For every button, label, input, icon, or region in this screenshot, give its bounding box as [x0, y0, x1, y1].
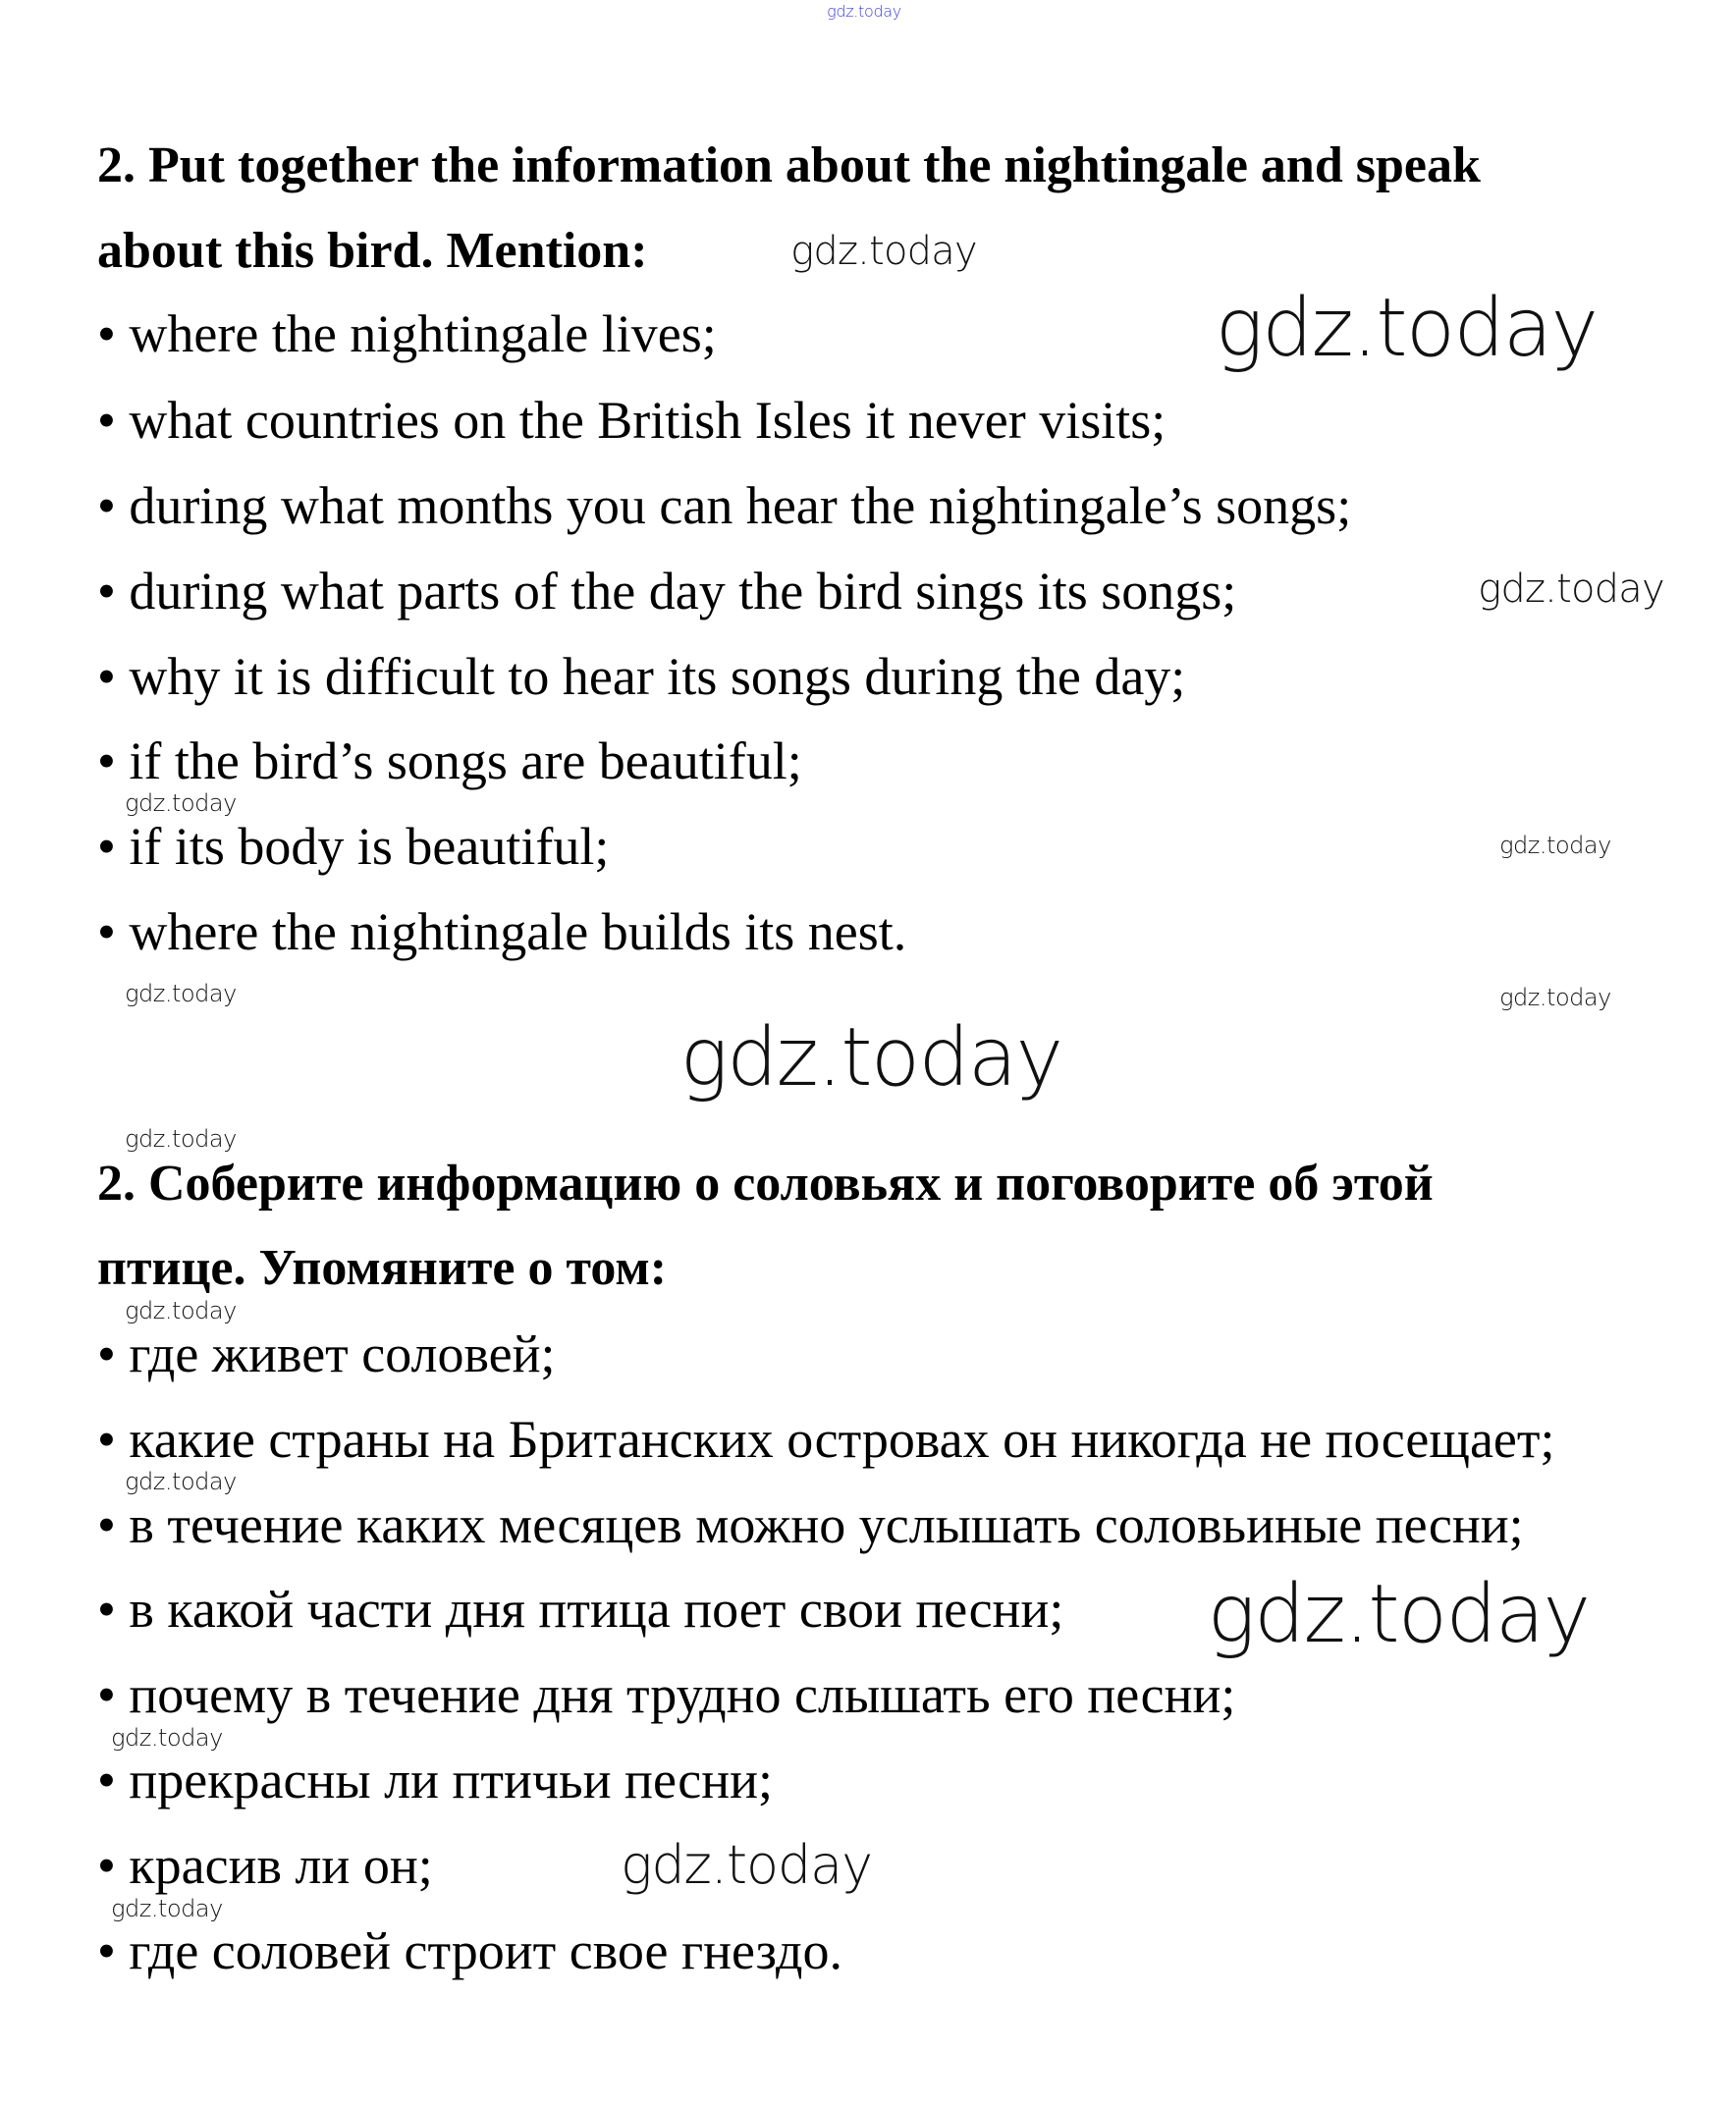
list-item: • what countries on the British Isles it never visits; [97, 391, 1166, 450]
watermark: gdz.today [1499, 984, 1611, 1011]
list-item: • в какой части дня птица поет свои песни; [97, 1580, 1064, 1639]
watermark: gdz.today [1478, 567, 1664, 612]
watermark: gdz.today [679, 1011, 1062, 1105]
list-item: • где соловей строит свое гнездо. [97, 1921, 843, 1980]
watermark: gdz.today [827, 2, 901, 21]
list-item: • during what months you can hear the nightingale’s songs; [97, 476, 1352, 535]
watermark: gdz.today [125, 789, 237, 817]
watermark: gdz.today [111, 1724, 223, 1752]
list-item: • why it is difficult to hear its songs during the day; [97, 647, 1186, 706]
list-item: • during what parts of the day the bird sings its songs; [97, 562, 1237, 621]
list-item: • какие страны на Британских островах он никогда не посещает; [97, 1410, 1555, 1469]
russian-heading-line-2: птице. Упомяните о том: [97, 1240, 668, 1296]
list-item: • в течение каких месяцев можно услышать соловьиные песни; [97, 1495, 1524, 1554]
watermark: gdz.today [1207, 1568, 1590, 1661]
watermark: gdz.today [125, 980, 237, 1007]
english-heading-line-1: 2. Put together the information about the nightingale and speak [97, 137, 1481, 193]
russian-heading-line-1: 2. Соберите информацию о соловьях и поговорите об этой [97, 1156, 1434, 1212]
watermark: gdz.today [1499, 832, 1611, 859]
list-item: • прекрасны ли птичьи песни; [97, 1751, 774, 1809]
watermark: gdz.today [790, 229, 977, 274]
watermark: gdz.today [125, 1125, 237, 1153]
watermark: gdz.today [125, 1468, 237, 1495]
watermark: gdz.today [111, 1895, 223, 1922]
english-heading-line-2: about this bird. Mention: [97, 223, 648, 279]
list-item: • if its body is beautiful; [97, 817, 610, 876]
list-item: • красив ли он; [97, 1836, 433, 1895]
watermark: gdz.today [620, 1834, 873, 1896]
list-item: • где живет соловей; [97, 1324, 556, 1383]
watermark: gdz.today [1215, 282, 1598, 375]
list-item: • if the bird’s songs are beautiful; [97, 731, 802, 790]
list-item: • where the nightingale builds its nest. [97, 902, 907, 961]
list-item: • почему в течение дня трудно слышать его песни; [97, 1665, 1236, 1724]
list-item: • where the nightingale lives; [97, 304, 717, 363]
watermark: gdz.today [125, 1297, 237, 1324]
